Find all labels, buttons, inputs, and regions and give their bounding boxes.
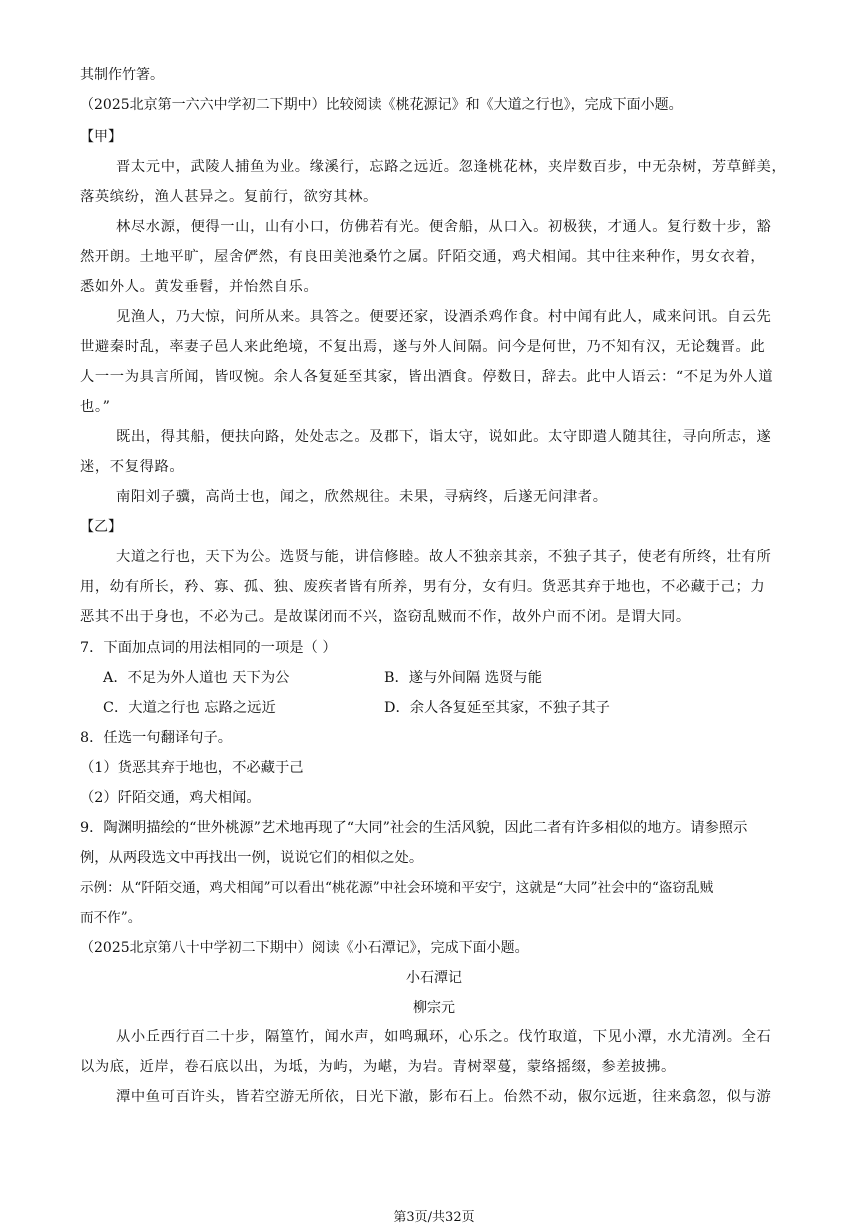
passage-line: 也。” <box>80 399 111 415</box>
page-footer: 第3页/共32页 <box>393 1210 475 1225</box>
passage-line: 用，幼有所长，矜、寡、孤、独、废疾者皆有所养，男有分，女有归。货恶其弃于地也，不必藏于己；力 <box>80 579 766 595</box>
option-a: A．不足为外人道也 天下为公 <box>103 670 290 686</box>
example-line: 示例：从“阡陌交通，鸡犬相闻”可以看出“桃花源”中社会环境和平安宁，这就是“大同”社会中的“盗窃乱贼 <box>80 880 714 896</box>
section-intro: （2025北京第八十中学初二下期中）阅读《小石潭记》，完成下面小题。 <box>80 940 529 956</box>
question-9: 9．陶渊明描绘的“世外桃源”艺术地再现了“大同”社会的生活风貌，因此二者有许多相似的地方。请参照示 <box>80 820 748 836</box>
passage-line: 潭中鱼可百许头，皆若空游无所依，日光下澈，影布石上。佁然不动，俶尔远逝，往来翕忽，似与游 <box>116 1089 772 1105</box>
section-intro: （2025北京第一六六中学初二下期中）比较阅读《桃花源记》和《大道之行也》，完成下面小题。 <box>80 97 683 113</box>
passage-line: 从小丘西行百二十步，隔篁竹，闻水声，如鸣珮环，心乐之。伐竹取道，下见小潭，水尤清冽。全石 <box>116 1029 772 1045</box>
option-b: B．遂与外间隔 选贤与能 <box>384 670 543 686</box>
passage-line: 既出，得其船，便扶向路，处处志之。及郡下，诣太守，说如此。太守即遣人随其往，寻向所志，遂 <box>116 429 772 445</box>
option-d: D．余人各复延至其家，不独子其子 <box>384 700 610 716</box>
question-8-item-2: （2）阡陌交通，鸡犬相闻。 <box>80 790 261 806</box>
example-line: 而不作”。 <box>80 910 142 926</box>
passage-line: 恶其不出于身也，不必为己。是故谋闭而不兴，盗窃乱贼而不作，故外户而不闭。是谓大同。 <box>80 609 691 625</box>
passage-line: 林尽水源，便得一山，山有小口，仿佛若有光。便舍船，从口入。初极狭，才通人。复行数十步，豁 <box>116 219 772 235</box>
passage-line: 落英缤纷，渔人甚异之。复前行，欲穷其林。 <box>80 189 378 205</box>
question-7: 7．下面加点词的用法相同的一项是（ ） <box>80 640 337 656</box>
passage-line: 迷，不复得路。 <box>80 459 185 475</box>
text-line: 其制作竹箸。 <box>80 67 164 83</box>
passage-line: 世避秦时乱，率妻子邑人来此绝境，不复出焉，遂与外人间隔。问今是何世，乃不知有汉，无论魏晋。此 <box>80 339 766 355</box>
passage-line: 人一一为具言所闻，皆叹惋。余人各复延至其家，皆出酒食。停数日，辞去。此中人语云：“不足为外人道 <box>80 369 774 385</box>
passage-line: 以为底，近岸，卷石底以出，为坻，为屿，为嵁，为岩。青树翠蔓，蒙络摇缀，参差披拂。 <box>80 1059 676 1075</box>
question-9-cont: 例，从两段选文中再找出一例，说说它们的相似之处。 <box>80 850 424 866</box>
question-8: 8．任选一句翻译句子。 <box>80 730 233 746</box>
question-8-item-1: （1）货恶其弃于地也，不必藏于己 <box>80 760 304 776</box>
section-label-yi: 【乙】 <box>80 519 122 535</box>
passage-line: 见渔人，乃大惊，问所从来。具答之。便要还家，设酒杀鸡作食。村中闻有此人，咸来问讯。自云先 <box>116 309 772 325</box>
passage-line: 南阳刘子骥，高尚士也，闻之，欣然规往。未果，寻病终，后遂无问津者。 <box>116 489 608 505</box>
passage-line: 然开朗。土地平旷，屋舍俨然，有良田美池桑竹之属。阡陌交通，鸡犬相闻。其中往来种作，男女衣着， <box>80 249 766 265</box>
passage-author: 柳宗元 <box>413 1000 455 1016</box>
section-label-jia: 【甲】 <box>80 129 122 145</box>
option-c: C．大道之行也 忘路之远近 <box>103 700 276 716</box>
passage-line: 大道之行也，天下为公。选贤与能，讲信修睦。故人不独亲其亲，不独子其子，使老有所终，壮有所 <box>116 549 772 565</box>
passage-line: 晋太元中，武陵人捕鱼为业。缘溪行，忘路之远近。忽逢桃花林，夹岸数百步，中无杂树，芳草鲜美， <box>116 159 787 175</box>
passage-title: 小石潭记 <box>406 970 462 986</box>
passage-line: 悉如外人。黄发垂髫，并怡然自乐。 <box>80 279 319 295</box>
